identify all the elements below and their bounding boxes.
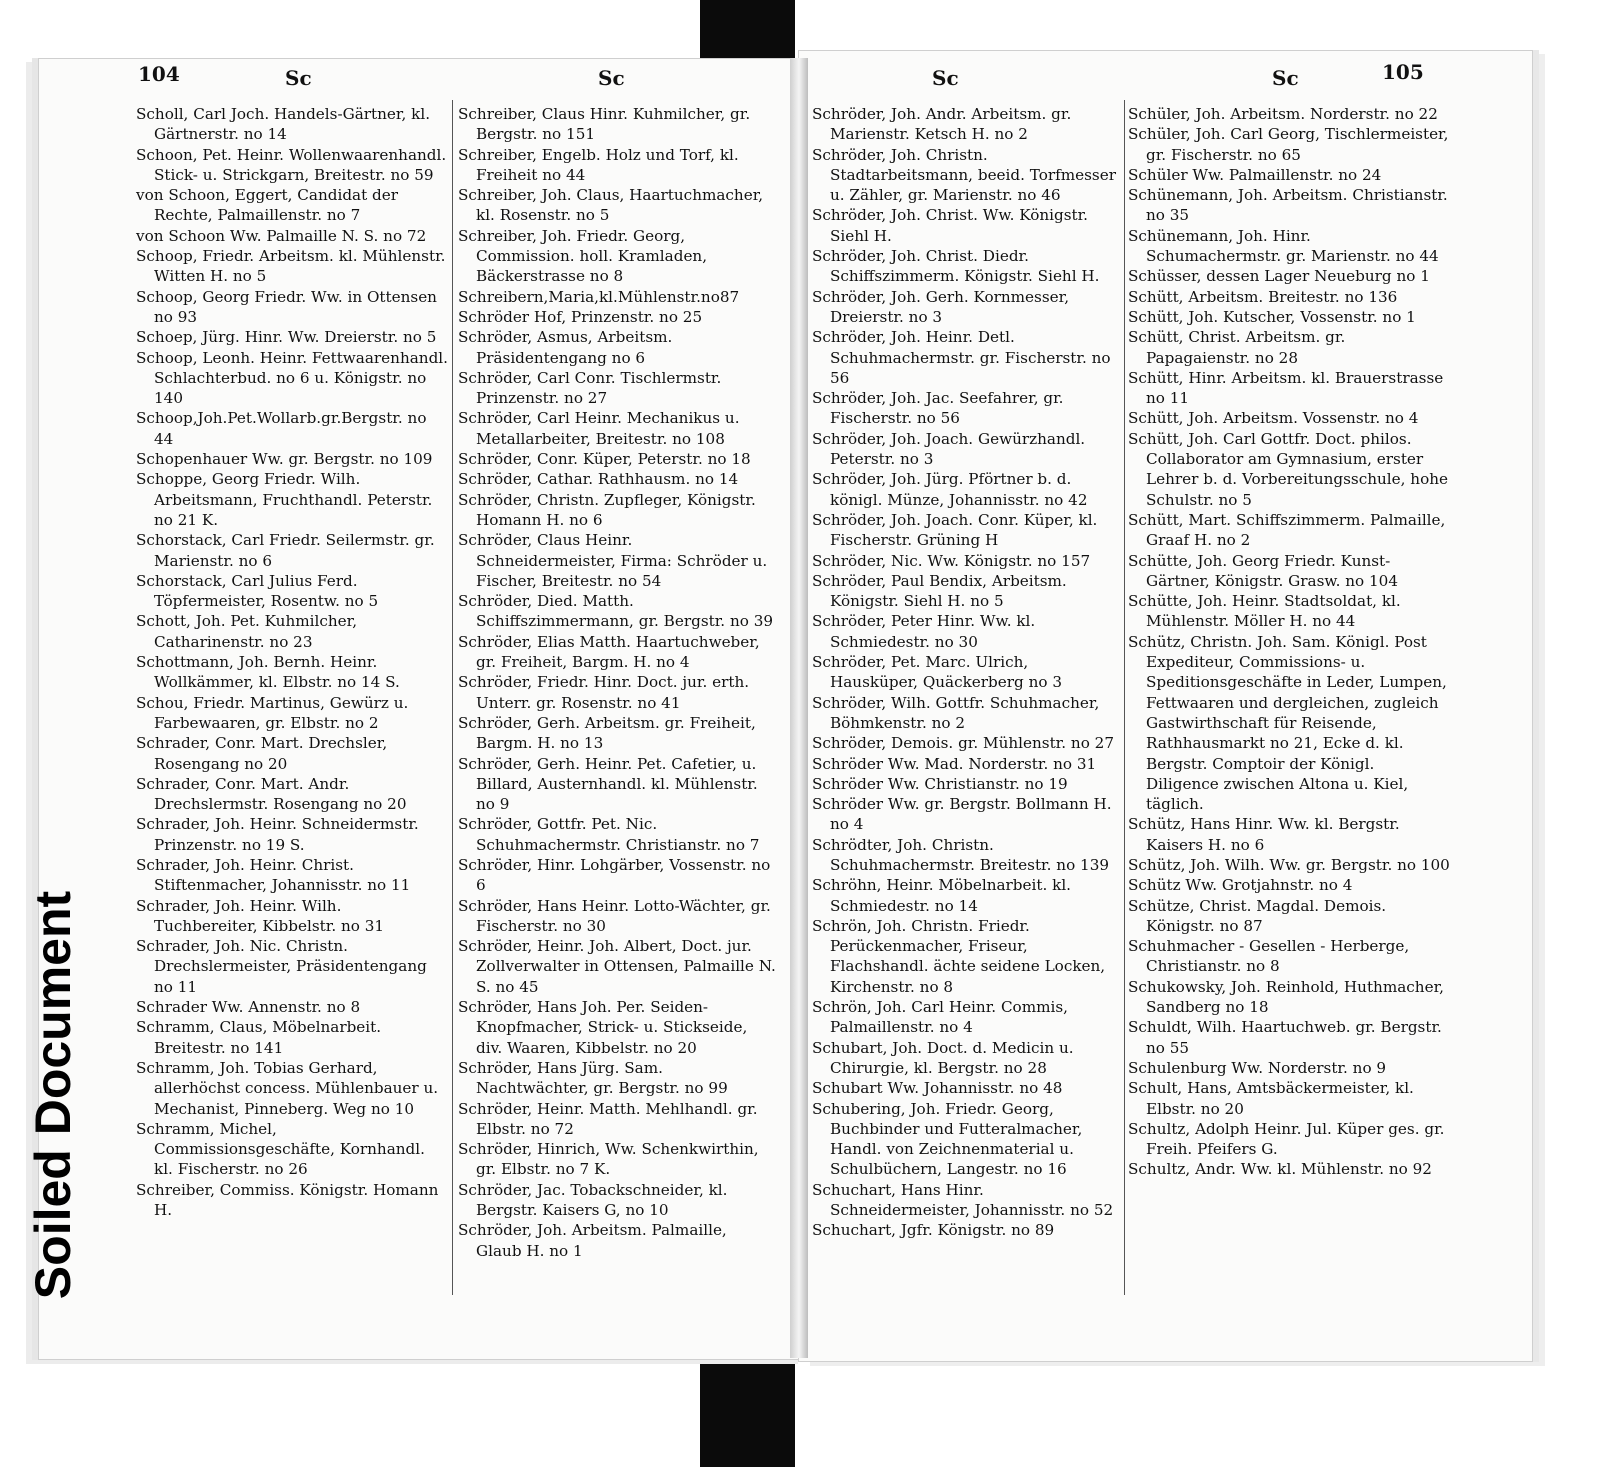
right-page-column-2 xyxy=(1128,104,1450,1180)
directory-entry: Schröder Ww. Christianstr. no 19 xyxy=(812,774,1068,793)
directory-entry: Scholl, Carl Joch. Handels-Gärtner, kl. Gärtnerstr. no 14 xyxy=(136,105,431,144)
directory-entry: Schröder, Asmus, Arbeitsm. Präsidentengang no 6 xyxy=(458,328,673,367)
directory-entry: Schoop,Joh.Pet.Wollarb.gr.Bergstr. no 44 xyxy=(136,409,427,448)
directory-entry: Schröder, Jac. Tobackschneider, kl. Bergstr. Kaisers G, no 10 xyxy=(458,1180,728,1220)
directory-entry: Schröder, Joh. Arbeitsm. Palmaille, Glaub H. no 1 xyxy=(458,1221,727,1260)
directory-entry: Schubart, Joh. Doct. d. Medicin u. Chirurgie, kl. Bergstr. no 28 xyxy=(812,1038,1074,1077)
directory-entry: Schoon, Pet. Heinr. Wollenwaarenhandl. Stick- u. Strickgarn, Breitestr. no 59 xyxy=(136,145,447,184)
directory-entry: Schopenhauer Ww. gr. Bergstr. no 109 xyxy=(136,450,433,469)
directory-entry: Schröder, Friedr. Hinr. Doct. jur. erth. Unterr. gr. Rosenstr. no 41 xyxy=(458,673,750,712)
directory-entry: Schröder, Demois. gr. Mühlenstr. no 27 xyxy=(812,734,1114,753)
soiled-document-stamp xyxy=(18,840,88,1350)
directory-entry: Schröhn, Heinr. Möbelnarbeit. kl. Schmiedestr. no 14 xyxy=(812,876,1072,915)
directory-entry: Schröder Ww. gr. Bergstr. Bollmann H. no 4 xyxy=(812,795,1112,834)
directory-entry: Schröder, Peter Hinr. Ww. kl. Schmiedestr. no 30 xyxy=(812,612,1036,651)
directory-entry: Schrön, Joh. Carl Heinr. Commis, Palmaillenstr. no 4 xyxy=(812,998,1068,1037)
directory-entry: Schröder, Joh. Jac. Seefahrer, gr. Fischerstr. no 56 xyxy=(812,389,1064,428)
directory-entry: Schütz, Hans Hinr. Ww. kl. Bergstr. Kaisers H. no 6 xyxy=(1128,815,1400,854)
directory-entry: Schütt, Hinr. Arbeitsm. kl. Brauerstrasse no 11 xyxy=(1128,368,1444,408)
stamp-text: Soiled Document xyxy=(25,890,81,1300)
directory-entry: Schreiber, Commiss. Königstr. Homann H. xyxy=(136,1180,439,1220)
directory-entry: Schuldt, Wilh. Haartuchweb. gr. Bergstr. no 55 xyxy=(1128,1018,1442,1057)
running-head-left-b: Sc xyxy=(598,66,625,90)
directory-entry: Schuchart, Jgfr. Königstr. no 89 xyxy=(812,1221,1055,1240)
column-rule-right xyxy=(1124,100,1125,1295)
left-page-column-2 xyxy=(458,104,776,1261)
directory-entry: Schröder, Gottfr. Pet. Nic. Schuhmachermstr. Christianstr. no 7 xyxy=(458,815,760,854)
page-number-left: 104 xyxy=(138,62,180,86)
directory-entry: Schrön, Joh. Christn. Friedr. Perückenmacher, Friseur, Flachshandl. ächte seidene Locken, Kirchenstr. no 8 xyxy=(812,916,1106,996)
directory-entry: Schrader, Joh. Heinr. Christ. Stiftenmacher, Johannisstr. no 11 xyxy=(136,855,411,895)
directory-entry: Schubart Ww. Johannisstr. no 48 xyxy=(812,1079,1063,1098)
directory-entry: Schoop, Leonh. Heinr. Fettwaarenhandl. Schlachterbud. no 6 u. Königstr. no 140 xyxy=(136,348,448,408)
directory-entry: Schorstack, Carl Friedr. Seilermstr. gr. Marienstr. no 6 xyxy=(136,531,435,570)
directory-entry: Schröder, Carl Conr. Tischlermstr. Prinzenstr. no 27 xyxy=(458,368,722,408)
directory-entry: Schröder, Joh. Christ. Ww. Königstr. Siehl H. xyxy=(812,206,1089,245)
directory-entry: Schröder, Heinr. Matth. Mehlhandl. gr. Elbstr. no 72 xyxy=(458,1099,758,1138)
directory-entry: Schubering, Joh. Friedr. Georg, Buchbinder und Futteralmacher, Handl. von Zeichnenmaterial u. Schulbüchern, Langestr. no 16 xyxy=(812,1099,1083,1179)
directory-entry: Schröder, Pet. Marc. Ulrich, Hausküper, Quäckerberg no 3 xyxy=(812,653,1062,692)
directory-entry: Schoop, Friedr. Arbeitsm. kl. Mühlenstr. Witten H. no 5 xyxy=(136,247,446,286)
directory-entry: Schüler, Joh. Arbeitsm. Norderstr. no 22 xyxy=(1128,105,1438,123)
directory-entry: Schütte, Joh. Heinr. Stadtsoldat, kl. Mühlenstr. Möller H. no 44 xyxy=(1128,592,1401,631)
directory-entry: Schukowsky, Joh. Reinhold, Huthmacher, Sandberg no 18 xyxy=(1128,977,1444,1017)
directory-entry: Schröder, Christn. Zupfleger, Königstr. Homann H. no 6 xyxy=(458,490,756,529)
directory-entry: Schuhmacher - Gesellen - Herberge, Christianstr. no 8 xyxy=(1128,937,1410,976)
directory-entry: Schreiber, Joh. Claus, Haartuchmacher, kl. Rosenstr. no 5 xyxy=(458,186,764,225)
directory-entry: Schröder, Paul Bendix, Arbeitsm. Königstr. Siehl H. no 5 xyxy=(812,571,1067,611)
left-page-column-1 xyxy=(136,104,448,1220)
directory-entry: Schoep, Jürg. Hinr. Ww. Dreierstr. no 5 xyxy=(136,328,437,347)
page-number-right: 105 xyxy=(1382,60,1424,84)
right-page-column-1 xyxy=(812,104,1120,1241)
directory-entry: Schrader, Joh. Nic. Christn. Drechslermeister, Präsidentengang no 11 xyxy=(136,937,427,996)
running-head-right-b: Sc xyxy=(1272,66,1299,90)
directory-entry: Schreibern,Maria,kl.Mühlenstr.no87 xyxy=(458,287,740,306)
directory-entry: Schröder Ww. Mad. Norderstr. no 31 xyxy=(812,754,1097,773)
directory-entry: Schütz, Joh. Wilh. Ww. gr. Bergstr. no 100 xyxy=(1128,855,1450,874)
directory-entry: Schröder, Joh. Gerh. Kornmesser, Dreierstr. no 3 xyxy=(812,287,1070,326)
directory-entry: von Schoon, Eggert, Candidat der Rechte, Palmaillenstr. no 7 xyxy=(136,186,398,225)
directory-entry: Schütz, Christn. Joh. Sam. Königl. Post Expediteur, Commissions- u. Speditionsgeschäfte in Leder, Lumpen, Fettwaaren und dergleichen, zugleich Gastwirthschaft für Reisende, Rathhausmarkt no 21, Ecke d. kl. Bergstr. Comptoir der Königl. Diligence zwischen Altona u. Kiel, täglich. xyxy=(1128,632,1447,814)
directory-entry: Schröder, Died. Matth. Schiffszimmermann, gr. Bergstr. no 39 xyxy=(458,592,774,631)
directory-entry: Schütz Ww. Grotjahnstr. no 4 xyxy=(1128,876,1353,895)
directory-entry: Schröder, Heinr. Joh. Albert, Doct. jur. Zollverwalter in Ottensen, Palmaille N. S. no 45 xyxy=(458,937,776,996)
directory-entry: Schrader, Joh. Heinr. Wilh. Tuchbereiter, Kibbelstr. no 31 xyxy=(136,896,385,935)
directory-entry: Schrader Ww. Annenstr. no 8 xyxy=(136,998,361,1017)
running-head-left-a: Sc xyxy=(285,66,312,90)
directory-entry: Schröder, Carl Heinr. Mechanikus u. Metallarbeiter, Breitestr. no 108 xyxy=(458,409,740,448)
directory-entry: Schröder, Joh. Heinr. Detl. Schuhmachermstr. gr. Fischerstr. no 56 xyxy=(812,328,1111,387)
binding-tape-top xyxy=(700,0,795,60)
directory-entry: Schröder, Wilh. Gottfr. Schuhmacher, Böhmkenstr. no 2 xyxy=(812,693,1100,732)
directory-entry: Schulenburg Ww. Norderstr. no 9 xyxy=(1128,1058,1387,1077)
directory-entry: Schoop, Georg Friedr. Ww. in Ottensen no 93 xyxy=(136,287,437,326)
directory-entry: Schütt, Christ. Arbeitsm. gr. Papagaienstr. no 28 xyxy=(1128,328,1346,367)
directory-entry: Schott, Joh. Pet. Kuhmilcher, Catharinenstr. no 23 xyxy=(136,612,358,651)
directory-entry: Schorstack, Carl Julius Ferd. Töpfermeister, Rosentw. no 5 xyxy=(136,571,379,611)
directory-entry: Schröder, Nic. Ww. Königstr. no 157 xyxy=(812,551,1091,570)
directory-entry: Schou, Friedr. Martinus, Gewürz u. Farbewaaren, gr. Elbstr. no 2 xyxy=(136,693,409,732)
directory-entry: Schrader, Joh. Heinr. Schneidermstr. Prinzenstr. no 19 S. xyxy=(136,815,419,854)
directory-entry: Schütt, Mart. Schiffszimmerm. Palmaille, Graaf H. no 2 xyxy=(1128,510,1446,550)
directory-entry: Schröder, Hans Joh. Per. Seiden-Knopfmacher, Strick- u. Stickseide, div. Waaren, Kibbelstr. no 20 xyxy=(458,998,748,1057)
directory-entry: Schröder, Gerh. Arbeitsm. gr. Freiheit, Bargm. H. no 13 xyxy=(458,713,756,753)
directory-entry: Schünemann, Joh. Arbeitsm. Christianstr. no 35 xyxy=(1128,186,1448,225)
directory-entry: Schröder, Joh. Andr. Arbeitsm. gr. Marienstr. Ketsch H. no 2 xyxy=(812,105,1072,144)
directory-entry: Schröder Hof, Prinzenstr. no 25 xyxy=(458,307,703,326)
directory-entry: Schütte, Joh. Georg Friedr. Kunst-Gärtner, Königstr. Grasw. no 104 xyxy=(1128,551,1398,590)
directory-entry: Schüler, Joh. Carl Georg, Tischlermeister, gr. Fischerstr. no 65 xyxy=(1128,125,1449,164)
directory-entry: Schütze, Christ. Magdal. Demois. Königstr. no 87 xyxy=(1128,896,1387,935)
directory-entry: Schreiber, Claus Hinr. Kuhmilcher, gr. Bergstr. no 151 xyxy=(458,105,751,144)
directory-entry: Schrader, Conr. Mart. Andr. Drechslermstr. Rosengang no 20 xyxy=(136,774,407,814)
directory-entry: Schröder, Joh. Christ. Diedr. Schiffszimmerm. Königstr. Siehl H. xyxy=(812,247,1100,286)
directory-entry: Schrödter, Joh. Christn. Schuhmachermstr. Breitestr. no 139 xyxy=(812,835,1110,874)
directory-entry: Schüler Ww. Palmaillenstr. no 24 xyxy=(1128,165,1382,184)
directory-entry: Schramm, Joh. Tobias Gerhard, allerhöchst concess. Mühlenbauer u. Mechanist, Pinneberg. Weg no 10 xyxy=(136,1058,439,1118)
directory-entry: Schuchart, Hans Hinr. Schneidermeister, Johannisstr. no 52 xyxy=(812,1180,1114,1220)
directory-entry: Schramm, Claus, Möbelnarbeit. Breitestr. no 141 xyxy=(136,1018,382,1057)
directory-entry: Schröder, Joh. Jürg. Pförtner b. d. königl. Münze, Johannisstr. no 42 xyxy=(812,470,1088,509)
directory-entry: Schrader, Conr. Mart. Drechsler, Rosengang no 20 xyxy=(136,734,388,773)
directory-entry: Schröder, Hinr. Lohgärber, Vossenstr. no 6 xyxy=(458,855,771,895)
directory-entry: Schramm, Michel, Commissionsgeschäfte, Kornhandl. kl. Fischerstr. no 26 xyxy=(136,1119,425,1179)
column-rule-left xyxy=(452,100,453,1295)
directory-entry: Schütt, Joh. Kutscher, Vossenstr. no 1 xyxy=(1128,307,1416,326)
directory-entry: Schünemann, Joh. Hinr. Schumachermstr. gr. Marienstr. no 44 xyxy=(1128,226,1439,266)
directory-entry: Schröder, Joh. Christn. Stadtarbeitsmann, beeid. Torfmesser u. Zähler, gr. Marienstr. no 46 xyxy=(812,145,1116,205)
directory-entry: Schultz, Andr. Ww. kl. Mühlenstr. no 92 xyxy=(1128,1160,1432,1179)
directory-entry: Schütt, Arbeitsm. Breitestr. no 136 xyxy=(1128,287,1398,306)
directory-entry: von Schoon Ww. Palmaille N. S. no 72 xyxy=(136,226,427,245)
directory-entry: Schütt, Joh. Carl Gottfr. Doct. philos. Collaborator am Gymnasium, erster Lehrer b. d. Vorbereitungsschule, hohe Schulstr. no 5 xyxy=(1128,429,1448,509)
directory-entry: Schoppe, Georg Friedr. Wilh. Arbeitsmann, Fruchthandl. Peterstr. no 21 K. xyxy=(136,470,433,529)
directory-entry: Schröder, Hans Heinr. Lotto-Wächter, gr. Fischerstr. no 30 xyxy=(458,896,771,935)
directory-entry: Schütt, Joh. Arbeitsm. Vossenstr. no 4 xyxy=(1128,409,1419,428)
running-head-right-a: Sc xyxy=(932,66,959,90)
directory-entry: Schottmann, Joh. Bernh. Heinr. Wollkämmer, kl. Elbstr. no 14 S. xyxy=(136,653,400,692)
directory-entry: Schüsser, dessen Lager Neueburg no 1 xyxy=(1128,267,1430,286)
book-gutter xyxy=(790,58,808,1358)
directory-entry: Schröder, Joh. Joach. Conr. Küper, kl. Fischerstr. Grüning H xyxy=(812,510,1098,550)
directory-entry: Schreiber, Joh. Friedr. Georg, Commission. holl. Kramladen, Bäckerstrasse no 8 xyxy=(458,226,708,286)
directory-entry: Schreiber, Engelb. Holz und Torf, kl. Freiheit no 44 xyxy=(458,145,739,184)
directory-entry: Schröder, Joh. Joach. Gewürzhandl. Peterstr. no 3 xyxy=(812,429,1086,469)
directory-entry: Schröder, Hans Jürg. Sam. Nachtwächter, gr. Bergstr. no 99 xyxy=(458,1058,728,1098)
binding-tape-bottom xyxy=(700,1350,795,1467)
directory-entry: Schröder, Gerh. Heinr. Pet. Cafetier, u. Billard, Austernhandl. kl. Mühlenstr. no 9 xyxy=(458,754,758,814)
directory-entry: Schröder, Conr. Küper, Peterstr. no 18 xyxy=(458,450,751,469)
directory-entry: Schröder, Claus Heinr. Schneidermeister, Firma: Schröder u. Fischer, Breitestr. no 54 xyxy=(458,531,768,590)
directory-entry: Schröder, Elias Matth. Haartuchweber, gr. Freiheit, Bargm. H. no 4 xyxy=(458,632,760,672)
directory-entry: Schult, Hans, Amtsbäckermeister, kl. Elbstr. no 20 xyxy=(1128,1079,1414,1118)
directory-entry: Schröder, Cathar. Rathhausm. no 14 xyxy=(458,470,739,489)
directory-entry: Schultz, Adolph Heinr. Jul. Küper ges. gr. Freih. Pfeifers G. xyxy=(1128,1119,1445,1159)
directory-entry: Schröder, Hinrich, Ww. Schenkwirthin, gr. Elbstr. no 7 K. xyxy=(458,1140,759,1179)
